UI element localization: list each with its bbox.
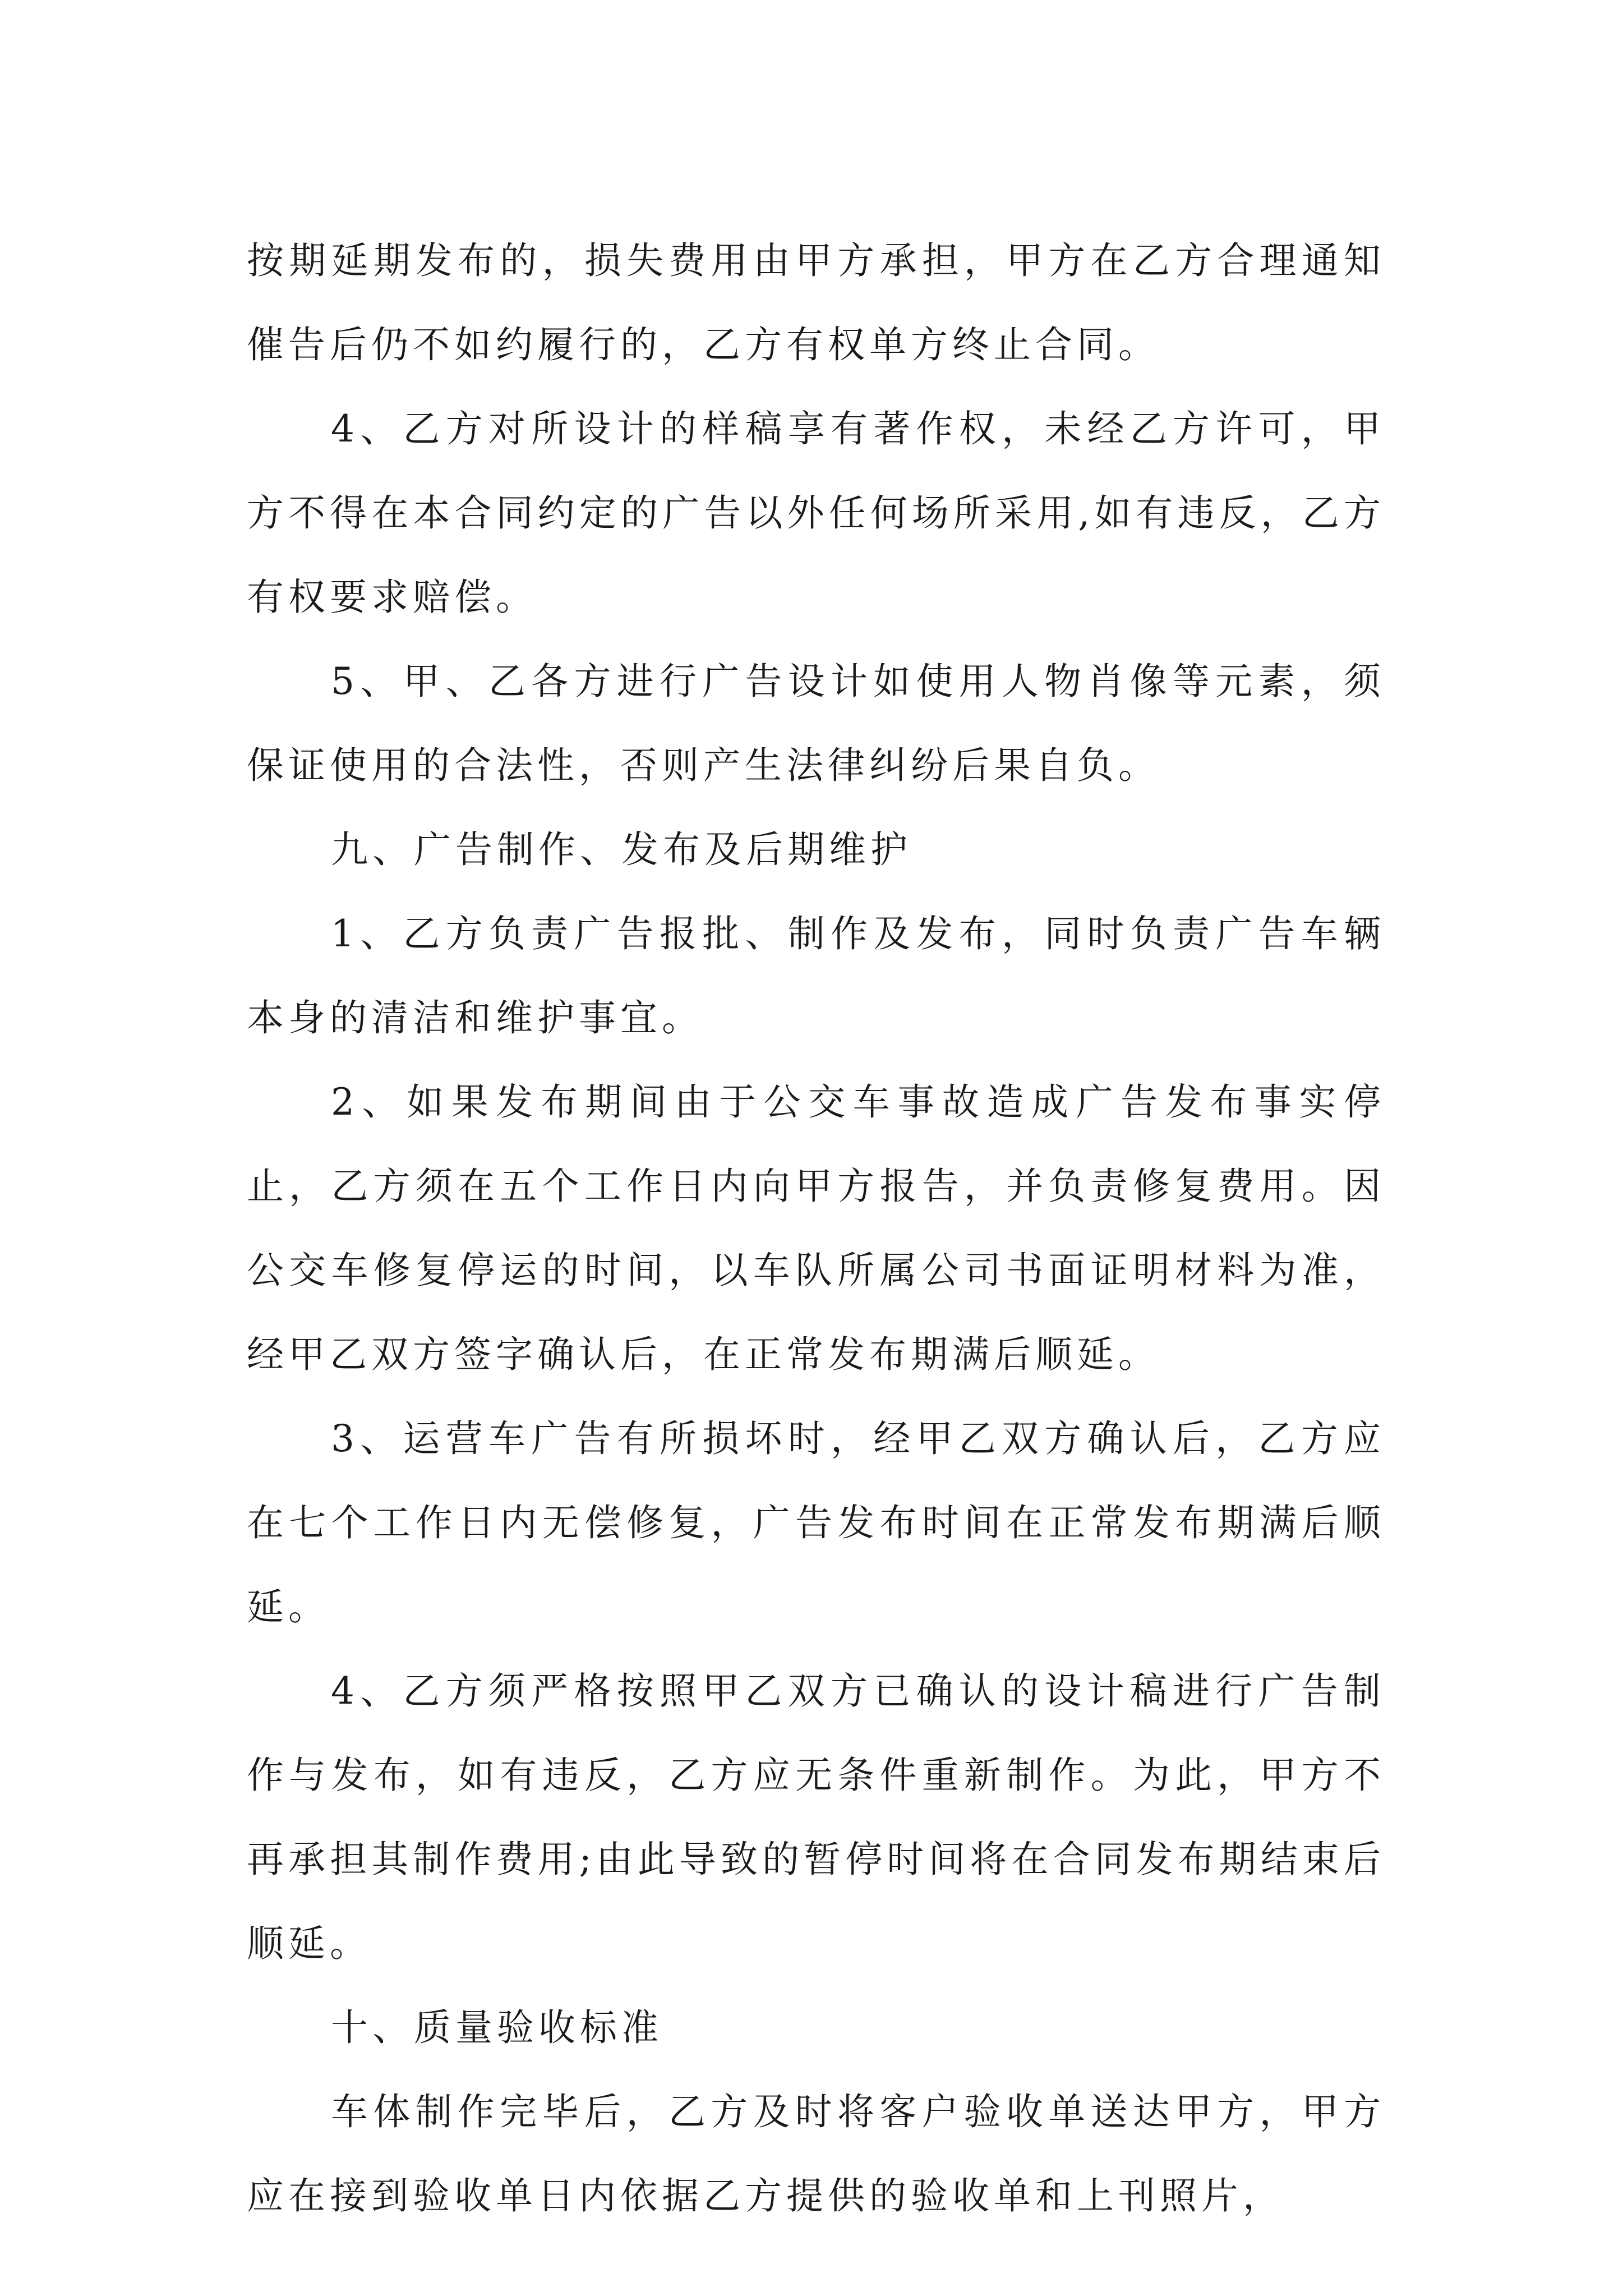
section-heading-ten: 十、质量验收标准 [331,2006,663,2049]
paragraph-2: 4、乙方对所设计的样稿享有著作权，未经乙方许可，甲方不得在本合同约定的广告以外任何场所采用,如有违反，乙方有权要求赔偿。 [247,407,1385,619]
paragraph-5: 1、乙方负责广告报批、制作及发布，同时负责广告车辆本身的清洁和维护事宜。 [247,912,1385,1039]
paragraph-7: 3、运营车广告有所损坏时，经甲乙双方确认后，乙方应在七个工作日内无偿修复，广告发布时间在正常发布期满后顺延。 [247,1417,1385,1628]
paragraph-6: 2、如果发布期间由于公交车事故造成广告发布事实停止，乙方须在五个工作日内向甲方报告，并负责修复费用。因公交车修复停运的时间，以车队所属公司书面证明材料为准，经甲乙双方签字确认后，在正常发布期满后顺延。 [247,1080,1385,1376]
paragraph-10: 车体制作完毕后，乙方及时将客户验收单送达甲方，甲方应在接到验收单日内依据乙方提供的验收单和上刊照片， [247,2090,1385,2217]
paragraph-3: 5、甲、乙各方进行广告设计如使用人物肖像等元素，须保证使用的合法性，否则产生法律纠纷后果自负。 [247,660,1385,787]
section-heading-nine: 九、广告制作、发布及后期维护 [331,828,912,871]
document-body [247,219,1385,2238]
paragraph-8: 4、乙方须严格按照甲乙双方已确认的设计稿进行广告制作与发布，如有违反，乙方应无条件重新制作。为此，甲方不再承担其制作费用;由此导致的暂停时间将在合同发布期结束后顺延。 [247,1669,1385,1965]
paragraph-1: 按期延期发布的，损失费用由甲方承担，甲方在乙方合理通知催告后仍不如约履行的，乙方有权单方终止合同。 [247,239,1385,366]
